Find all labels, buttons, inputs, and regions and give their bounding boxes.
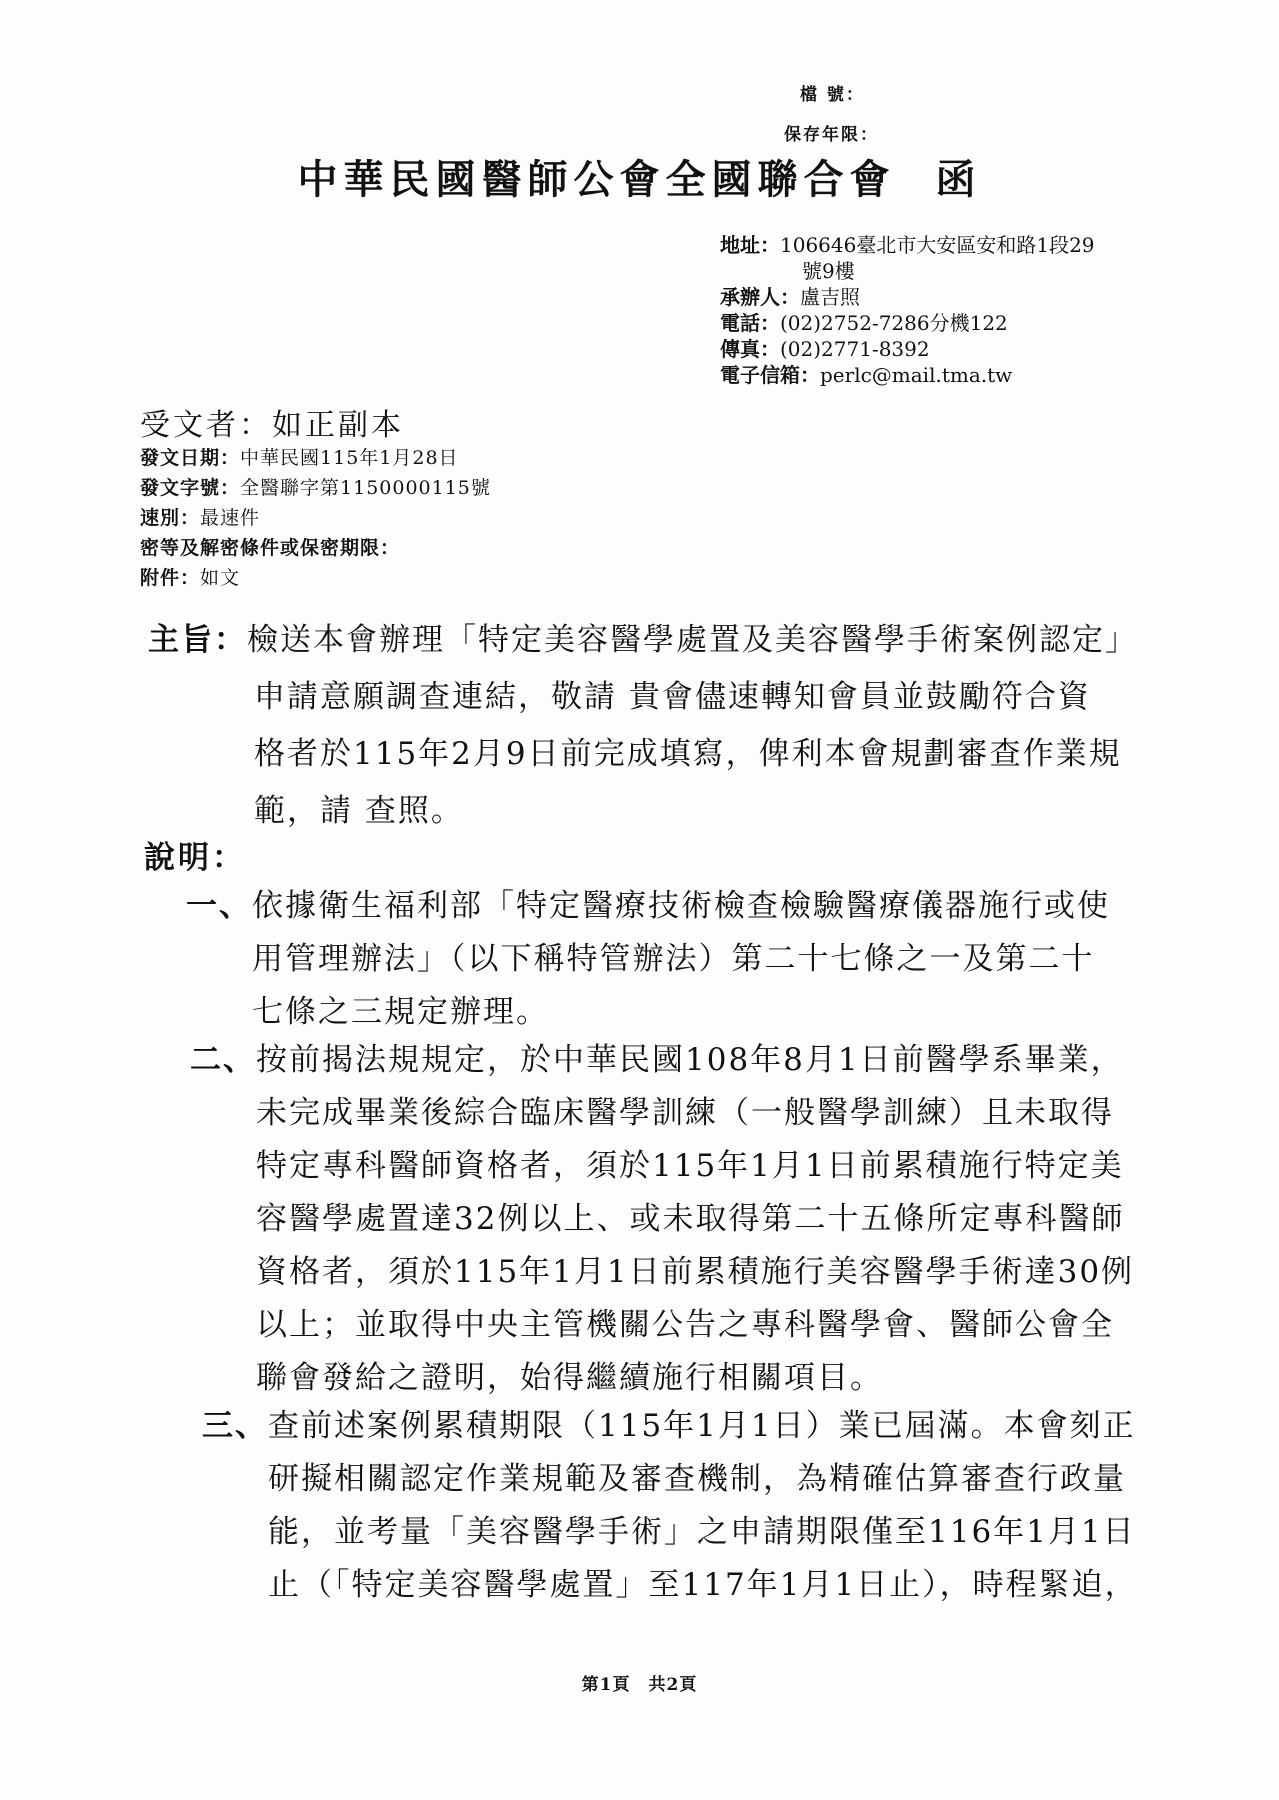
item-line: 容醫學處置達32例以上、或未取得第二十五條所定專科醫師 [256, 1201, 1125, 1237]
subject-section [148, 612, 1148, 840]
subject-line: 檢送本會辦理「特定美容醫學處置及美容醫學手術案例認定」 [247, 622, 1138, 658]
secrecy-label: 密等及解密條件或保密期限： [140, 537, 401, 559]
subject-line: 格者於115年2月9日前完成填寫，俾利本會規劃審查作業規 [254, 736, 1122, 772]
handler-label: 承辦人： [720, 285, 800, 309]
item-line: 查前述案例累積期限（115年1月1日）業已屆滿。本會刻正 [268, 1408, 1136, 1444]
item-line: 未完成畢業後綜合臨床醫學訓練（一般醫學訓練）且未取得 [256, 1095, 1114, 1131]
subject-line: 範，請 查照。 [254, 793, 464, 829]
page-footer [0, 1670, 1279, 1695]
document-title [0, 148, 1279, 205]
email-value: perlc@mail.tma.tw [820, 363, 1013, 387]
item-line: 用管理辦法」（以下稱特管辦法）第二十七條之一及第二十 [252, 941, 1095, 977]
item-number: 一、 [186, 888, 252, 924]
dispatch-date: 中華民國115年1月28日 [240, 447, 459, 469]
subject-label: 主旨： [148, 622, 247, 658]
explanation-item-3 [202, 1400, 1212, 1612]
address-value-cont: 號9樓 [802, 259, 855, 283]
item-line: 能，並考量「美容醫學手術」之申請期限僅至116年1月1日 [268, 1514, 1136, 1550]
dispatch-number: 全醫聯字第1150000115號 [240, 477, 491, 499]
item-line: 特定專科醫師資格者，須於115年1月1日前累積施行特定美 [256, 1148, 1124, 1184]
speed-value: 最速件 [200, 507, 261, 529]
document-type: 函 [935, 156, 982, 203]
dispatch-number-label: 發文字號： [140, 477, 241, 499]
item-line: 按前揭法規規定，於中華民國108年8月1日前醫學系畢業， [256, 1042, 1124, 1078]
item-line: 止（「特定美容醫學處置」至117年1月1日止），時程緊迫， [268, 1567, 1138, 1603]
explanation-label: 說明： [144, 840, 246, 876]
file-number-label: 檔 號： [800, 85, 865, 105]
address-value: 106646臺北市大安區安和路1段29 [780, 233, 1095, 257]
handler-value: 盧吉照 [800, 285, 860, 309]
subject-line: 申請意願調查連結，敬請 貴會儘速轉知會員並鼓勵符合資 [254, 679, 1091, 715]
attachment-value: 如文 [200, 567, 241, 589]
explanation-item-2 [190, 1034, 1200, 1405]
recipient [140, 400, 404, 444]
item-line: 資格者，須於115年1月1日前累積施行美容醫學手術達30例 [256, 1254, 1135, 1290]
phone-label: 電話： [720, 311, 780, 335]
total-pages: 共2頁 [648, 1675, 698, 1695]
fax-value: (02)2771-8392 [780, 337, 930, 361]
explanation-item-1 [186, 880, 1196, 1039]
item-line: 研擬相關認定作業規範及審查機制，為精確估算審查行政量 [268, 1461, 1126, 1497]
fax-label: 傳真： [720, 337, 780, 361]
issuing-organization: 中華民國醫師公會全國聯合會 [297, 156, 896, 203]
recipient-label: 受文者： [140, 408, 272, 443]
item-line: 依據衛生福利部「特定醫療技術檢查檢驗醫療儀器施行或使 [252, 888, 1110, 924]
item-line: 七條之三規定辦理。 [252, 994, 549, 1030]
email-label: 電子信箱： [720, 363, 820, 387]
page-number: 第1頁 [581, 1675, 631, 1695]
retention-period-label: 保存年限： [784, 125, 879, 145]
address-label: 地址： [720, 233, 780, 257]
phone-value: (02)2752-7286分機122 [780, 311, 1008, 335]
dispatch-info [140, 443, 491, 593]
item-line: 以上；並取得中央主管機關公告之專科醫學會、醫師公會全 [256, 1307, 1114, 1343]
item-number: 二、 [190, 1042, 256, 1078]
item-number: 三、 [202, 1408, 268, 1444]
recipient-value: 如正副本 [272, 408, 404, 443]
contact-block [720, 232, 1190, 388]
speed-label: 速別： [140, 507, 201, 529]
attachment-label: 附件： [140, 567, 201, 589]
dispatch-date-label: 發文日期： [140, 447, 241, 469]
item-line: 聯會發給之證明，始得繼續施行相關項目。 [256, 1360, 883, 1396]
